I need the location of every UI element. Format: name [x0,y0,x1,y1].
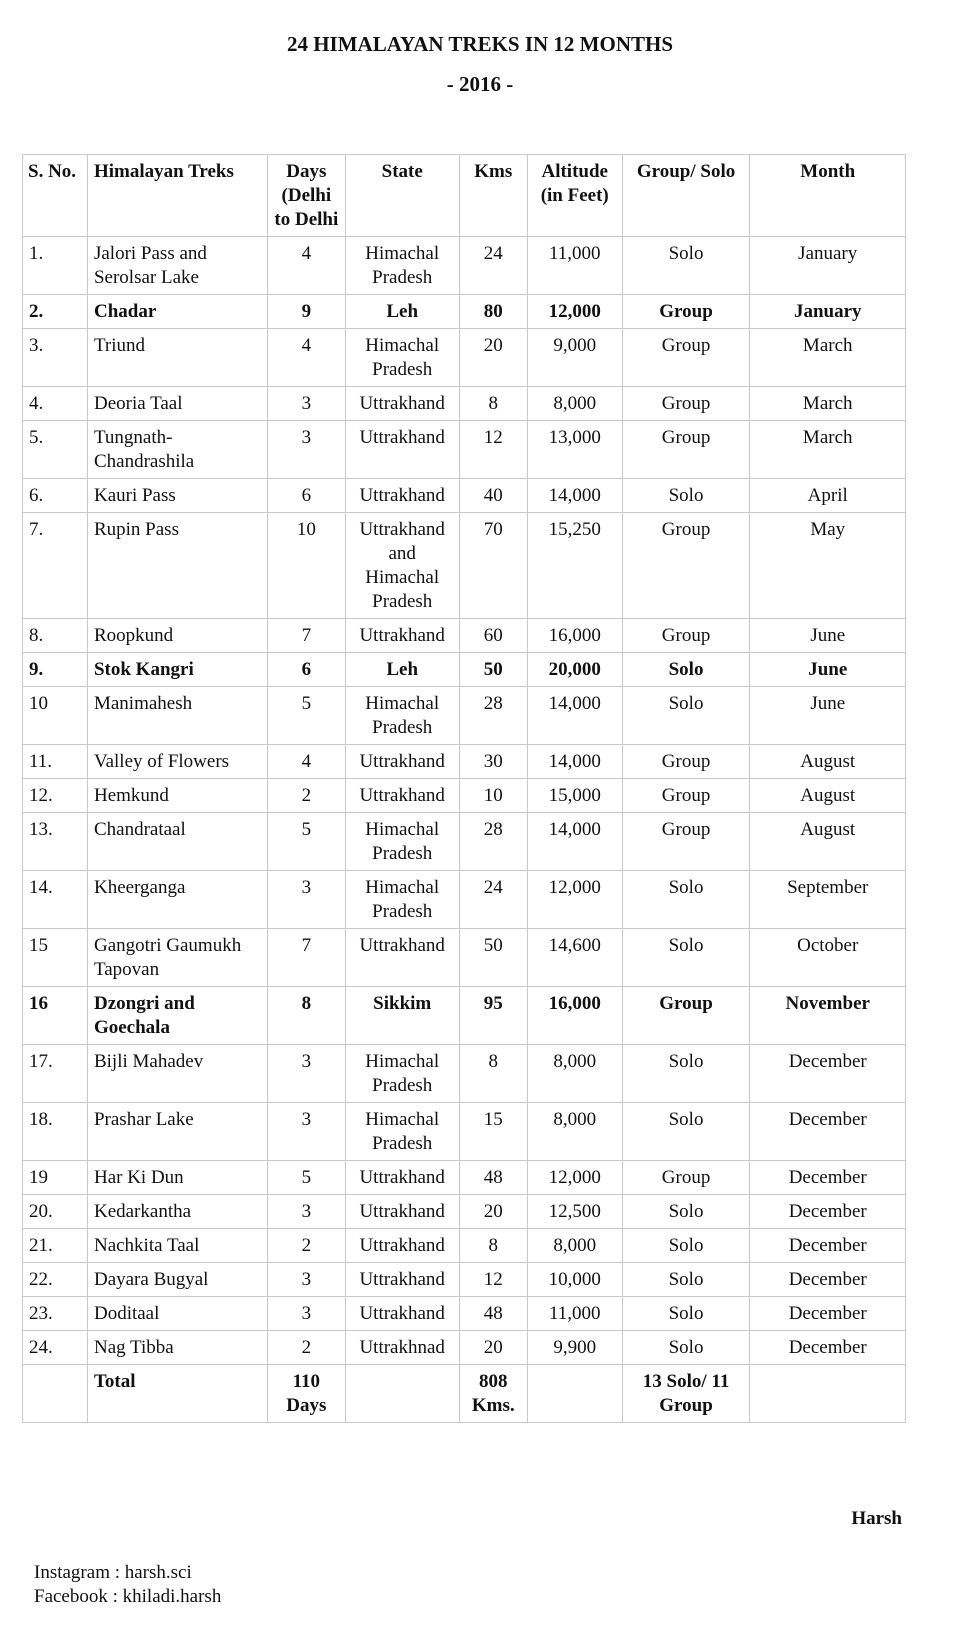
sno-cell: 3. [23,329,88,387]
month-cell: June [750,653,906,687]
table-row [23,929,906,987]
days-cell: 3 [267,1297,345,1331]
header-kms: Kms [459,155,527,237]
state-cell: Uttrakhand [345,745,459,779]
sno-cell: 7. [23,513,88,619]
sno-cell: 14. [23,871,88,929]
month-cell: December [750,1103,906,1161]
table-row [23,479,906,513]
days-cell: 2 [267,779,345,813]
page-title: 24 HIMALAYAN TREKS IN 12 MONTHS [286,32,674,56]
state-cell: Uttrakhand [345,1297,459,1331]
table-row [23,1195,906,1229]
month-cell: May [750,513,906,619]
state-cell: Uttrakhand [345,619,459,653]
trek-name-cell: Doditaal [87,1297,267,1331]
mode-cell: Solo [622,653,750,687]
altitude-cell: 8,000 [527,1103,622,1161]
days-cell: 5 [267,687,345,745]
treks-table-body [23,237,906,1365]
state-cell: Uttrakhand [345,929,459,987]
days-cell: 4 [267,237,345,295]
days-cell: 7 [267,929,345,987]
days-cell: 3 [267,387,345,421]
kms-cell: 50 [459,653,527,687]
sno-cell: 11. [23,745,88,779]
altitude-cell: 8,000 [527,387,622,421]
kms-cell: 48 [459,1161,527,1195]
table-row [23,687,906,745]
days-cell: 7 [267,619,345,653]
days-cell: 6 [267,479,345,513]
altitude-cell: 12,500 [527,1195,622,1229]
days-cell: 10 [267,513,345,619]
state-cell: Uttrakhand [345,1263,459,1297]
trek-name-cell: Kauri Pass [87,479,267,513]
days-cell: 4 [267,745,345,779]
altitude-cell: 20,000 [527,653,622,687]
table-row [23,1045,906,1103]
mode-cell: Solo [622,687,750,745]
state-cell: Uttrakhand [345,779,459,813]
table-row [23,295,906,329]
days-cell: 5 [267,813,345,871]
trek-name-cell: Chandrataal [87,813,267,871]
table-row [23,1263,906,1297]
month-cell: January [750,295,906,329]
days-cell: 3 [267,421,345,479]
kms-cell: 24 [459,237,527,295]
trek-name-cell: Dzongri and Goechala [87,987,267,1045]
table-row [23,329,906,387]
month-cell: October [750,929,906,987]
altitude-cell: 12,000 [527,295,622,329]
altitude-cell: 11,000 [527,1297,622,1331]
total-sno-cell [23,1365,88,1423]
mode-cell: Group [622,745,750,779]
month-cell: March [750,329,906,387]
mode-cell: Solo [622,1195,750,1229]
month-cell: August [750,813,906,871]
trek-name-cell: Jalori Pass and Serolsar Lake [87,237,267,295]
mode-cell: Group [622,387,750,421]
state-cell: Leh [345,295,459,329]
altitude-cell: 12,000 [527,1161,622,1195]
state-cell: Uttrakhand [345,421,459,479]
table-row [23,421,906,479]
signature: Harsh [851,1508,902,1529]
sno-cell: 12. [23,779,88,813]
sno-cell: 21. [23,1229,88,1263]
header-state: State [345,155,459,237]
instagram-handle: Instagram : harsh.sci [34,1562,192,1583]
mode-cell: Group [622,295,750,329]
month-cell: March [750,387,906,421]
month-cell: June [750,619,906,653]
altitude-cell: 14,000 [527,479,622,513]
sno-cell: 8. [23,619,88,653]
altitude-cell: 10,000 [527,1263,622,1297]
kms-cell: 30 [459,745,527,779]
kms-cell: 80 [459,295,527,329]
total-altitude-cell [527,1365,622,1423]
state-cell: Uttrakhand [345,1161,459,1195]
altitude-cell: 15,000 [527,779,622,813]
altitude-cell: 16,000 [527,619,622,653]
days-cell: 3 [267,871,345,929]
days-cell: 3 [267,1045,345,1103]
kms-cell: 8 [459,387,527,421]
sno-cell: 13. [23,813,88,871]
trek-name-cell: Rupin Pass [87,513,267,619]
total-state-cell [345,1365,459,1423]
mode-cell: Solo [622,1263,750,1297]
sno-cell: 19 [23,1161,88,1195]
kms-cell: 12 [459,421,527,479]
state-cell: Uttrakhand [345,387,459,421]
trek-name-cell: Bijli Mahadev [87,1045,267,1103]
state-cell: Sikkim [345,987,459,1045]
header-mode: Group/ Solo [622,155,750,237]
table-row [23,1161,906,1195]
table-row [23,813,906,871]
trek-name-cell: Roopkund [87,619,267,653]
total-mode: 13 Solo/ 11 Group [622,1365,750,1423]
month-cell: December [750,1195,906,1229]
kms-cell: 28 [459,687,527,745]
trek-name-cell: Tungnath-Chandrashila [87,421,267,479]
total-kms: 808 Kms. [459,1365,527,1423]
table-row [23,745,906,779]
sno-cell: 24. [23,1331,88,1365]
state-cell: Uttrakhand [345,479,459,513]
kms-cell: 95 [459,987,527,1045]
trek-name-cell: Nag Tibba [87,1331,267,1365]
kms-cell: 20 [459,329,527,387]
table-row [23,513,906,619]
trek-name-cell: Chadar [87,295,267,329]
trek-name-cell: Kedarkantha [87,1195,267,1229]
trek-name-cell: Deoria Taal [87,387,267,421]
state-cell: Himachal Pradesh [345,813,459,871]
month-cell: June [750,687,906,745]
kms-cell: 50 [459,929,527,987]
table-row [23,1297,906,1331]
month-cell: September [750,871,906,929]
days-cell: 3 [267,1195,345,1229]
header-sno: S. No. [23,155,88,237]
table-row [23,619,906,653]
kms-cell: 12 [459,1263,527,1297]
sno-cell: 17. [23,1045,88,1103]
kms-cell: 40 [459,479,527,513]
state-cell: Himachal Pradesh [345,329,459,387]
month-cell: December [750,1229,906,1263]
altitude-cell: 9,000 [527,329,622,387]
trek-name-cell: Prashar Lake [87,1103,267,1161]
altitude-cell: 14,600 [527,929,622,987]
mode-cell: Group [622,813,750,871]
table-row [23,653,906,687]
page-subtitle: - 2016 - [446,72,514,96]
month-cell: December [750,1331,906,1365]
header-month: Month [750,155,906,237]
mode-cell: Solo [622,1331,750,1365]
kms-cell: 24 [459,871,527,929]
days-cell: 8 [267,987,345,1045]
header-days: Days (Delhi to Delhi [267,155,345,237]
table-row [23,1103,906,1161]
mode-cell: Group [622,779,750,813]
trek-name-cell: Nachkita Taal [87,1229,267,1263]
sno-cell: 18. [23,1103,88,1161]
mode-cell: Solo [622,1229,750,1263]
sno-cell: 15 [23,929,88,987]
sno-cell: 10 [23,687,88,745]
days-cell: 3 [267,1263,345,1297]
sno-cell: 6. [23,479,88,513]
kms-cell: 48 [459,1297,527,1331]
altitude-cell: 13,000 [527,421,622,479]
mode-cell: Solo [622,1045,750,1103]
state-cell: Himachal Pradesh [345,237,459,295]
month-cell: April [750,479,906,513]
mode-cell: Solo [622,871,750,929]
days-cell: 5 [267,1161,345,1195]
mode-cell: Group [622,619,750,653]
days-cell: 9 [267,295,345,329]
altitude-cell: 8,000 [527,1045,622,1103]
treks-table [22,154,906,1423]
kms-cell: 70 [459,513,527,619]
kms-cell: 10 [459,779,527,813]
kms-cell: 8 [459,1045,527,1103]
mode-cell: Group [622,1161,750,1195]
trek-name-cell: Valley of Flowers [87,745,267,779]
mode-cell: Group [622,513,750,619]
table-row [23,1331,906,1365]
mode-cell: Solo [622,479,750,513]
altitude-cell: 14,000 [527,687,622,745]
mode-cell: Group [622,421,750,479]
altitude-cell: 16,000 [527,987,622,1045]
sno-cell: 16 [23,987,88,1045]
state-cell: Uttrakhand and Himachal Pradesh [345,513,459,619]
state-cell: Uttrakhand [345,1195,459,1229]
header-altitude: Altitude (in Feet) [527,155,622,237]
mode-cell: Solo [622,237,750,295]
sno-cell: 5. [23,421,88,479]
state-cell: Leh [345,653,459,687]
sno-cell: 22. [23,1263,88,1297]
state-cell: Uttrakhand [345,1229,459,1263]
days-cell: 2 [267,1229,345,1263]
sno-cell: 4. [23,387,88,421]
kms-cell: 60 [459,619,527,653]
sno-cell: 9. [23,653,88,687]
mode-cell: Solo [622,1103,750,1161]
trek-name-cell: Kheerganga [87,871,267,929]
kms-cell: 20 [459,1331,527,1365]
state-cell: Himachal Pradesh [345,1045,459,1103]
trek-name-cell: Triund [87,329,267,387]
altitude-cell: 9,900 [527,1331,622,1365]
month-cell: August [750,745,906,779]
table-row [23,1229,906,1263]
trek-name-cell: Manimahesh [87,687,267,745]
state-cell: Himachal Pradesh [345,871,459,929]
days-cell: 3 [267,1103,345,1161]
month-cell: December [750,1263,906,1297]
altitude-cell: 15,250 [527,513,622,619]
month-cell: December [750,1297,906,1331]
table-row [23,779,906,813]
kms-cell: 20 [459,1195,527,1229]
kms-cell: 28 [459,813,527,871]
kms-cell: 8 [459,1229,527,1263]
sno-cell: 1. [23,237,88,295]
trek-name-cell: Gangotri Gaumukh Tapovan [87,929,267,987]
month-cell: December [750,1045,906,1103]
table-row [23,387,906,421]
month-cell: March [750,421,906,479]
days-cell: 4 [267,329,345,387]
mode-cell: Solo [622,929,750,987]
month-cell: November [750,987,906,1045]
table-row [23,987,906,1045]
total-label: Total [87,1365,267,1423]
mode-cell: Group [622,987,750,1045]
trek-name-cell: Dayara Bugyal [87,1263,267,1297]
trek-name-cell: Har Ki Dun [87,1161,267,1195]
days-cell: 6 [267,653,345,687]
sno-cell: 23. [23,1297,88,1331]
header-trek: Himalayan Treks [87,155,267,237]
altitude-cell: 8,000 [527,1229,622,1263]
table-row [23,237,906,295]
month-cell: August [750,779,906,813]
days-cell: 2 [267,1331,345,1365]
table-row [23,871,906,929]
sno-cell: 20. [23,1195,88,1229]
mode-cell: Solo [622,1297,750,1331]
total-month-cell [750,1365,906,1423]
total-days: 110 Days [267,1365,345,1423]
altitude-cell: 14,000 [527,813,622,871]
state-cell: Uttrakhnad [345,1331,459,1365]
month-cell: December [750,1161,906,1195]
trek-name-cell: Hemkund [87,779,267,813]
sno-cell: 2. [23,295,88,329]
altitude-cell: 12,000 [527,871,622,929]
facebook-handle: Facebook : khiladi.harsh [34,1586,222,1607]
kms-cell: 15 [459,1103,527,1161]
header-row [23,155,906,237]
state-cell: Himachal Pradesh [345,687,459,745]
trek-name-cell: Stok Kangri [87,653,267,687]
month-cell: January [750,237,906,295]
altitude-cell: 14,000 [527,745,622,779]
state-cell: Himachal Pradesh [345,1103,459,1161]
total-row [23,1365,906,1423]
mode-cell: Group [622,329,750,387]
altitude-cell: 11,000 [527,237,622,295]
